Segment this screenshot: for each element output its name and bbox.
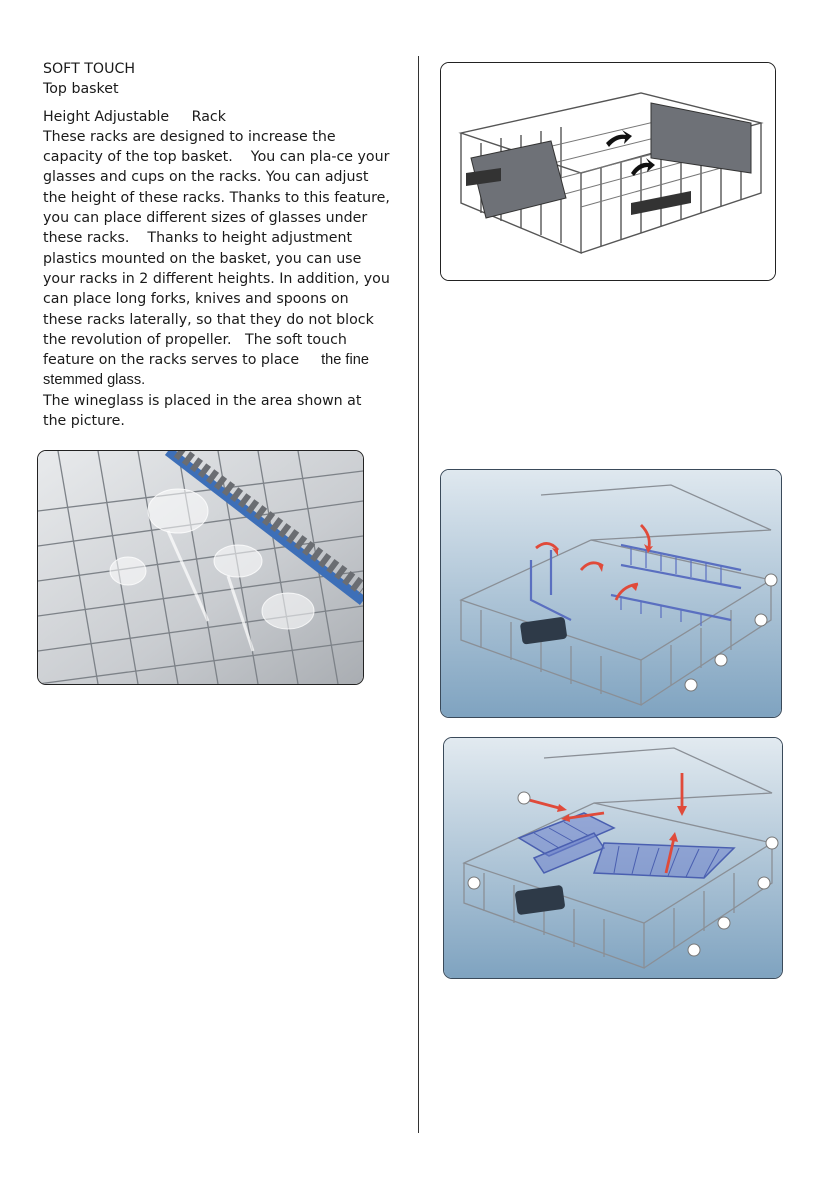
text-line: capacity of the top basket. You can pla-ce your <box>43 149 390 166</box>
text-line: plastics mounted on the basket, you can use <box>43 250 362 267</box>
text-line: these racks laterally, so that they do not block <box>43 311 374 328</box>
text-line: These racks are designed to increase the <box>43 128 336 145</box>
top-basket-image <box>440 62 776 281</box>
wineglass-rack-image <box>37 450 364 685</box>
text-line: glasses and cups on the racks. You can adjust <box>43 169 369 186</box>
stemmed-glass-text: stemmed glass. <box>43 372 146 389</box>
subtitle-heading: Height Adjustable Rack <box>43 108 226 125</box>
text-line: The wineglass is placed in the area shown at <box>43 392 362 409</box>
adjustable-rack-image-2 <box>443 737 783 979</box>
text-line: the revolution of propeller. The soft touch <box>43 331 347 348</box>
text-line: your racks in 2 different heights. In addition, you <box>43 270 390 287</box>
text-line: these racks. Thanks to height adjustment <box>43 230 353 247</box>
adjustable-rack-image-1 <box>440 469 782 718</box>
instruction-text <box>43 59 393 431</box>
soft-touch-text: feature on the racks serves to place <box>43 352 300 369</box>
section-heading: Top basket <box>43 81 119 98</box>
text-line: the picture. <box>43 413 125 430</box>
text-line: can place long forks, knives and spoons on <box>43 291 349 308</box>
text-line: you can place different sizes of glasses under <box>43 210 368 227</box>
brand-heading: SOFT TOUCH <box>43 61 136 77</box>
text-line: the height of these racks. Thanks to this feature, <box>43 189 390 206</box>
fine-text: the fine <box>321 352 369 369</box>
column-divider <box>418 56 419 1133</box>
text-line <box>43 350 393 370</box>
